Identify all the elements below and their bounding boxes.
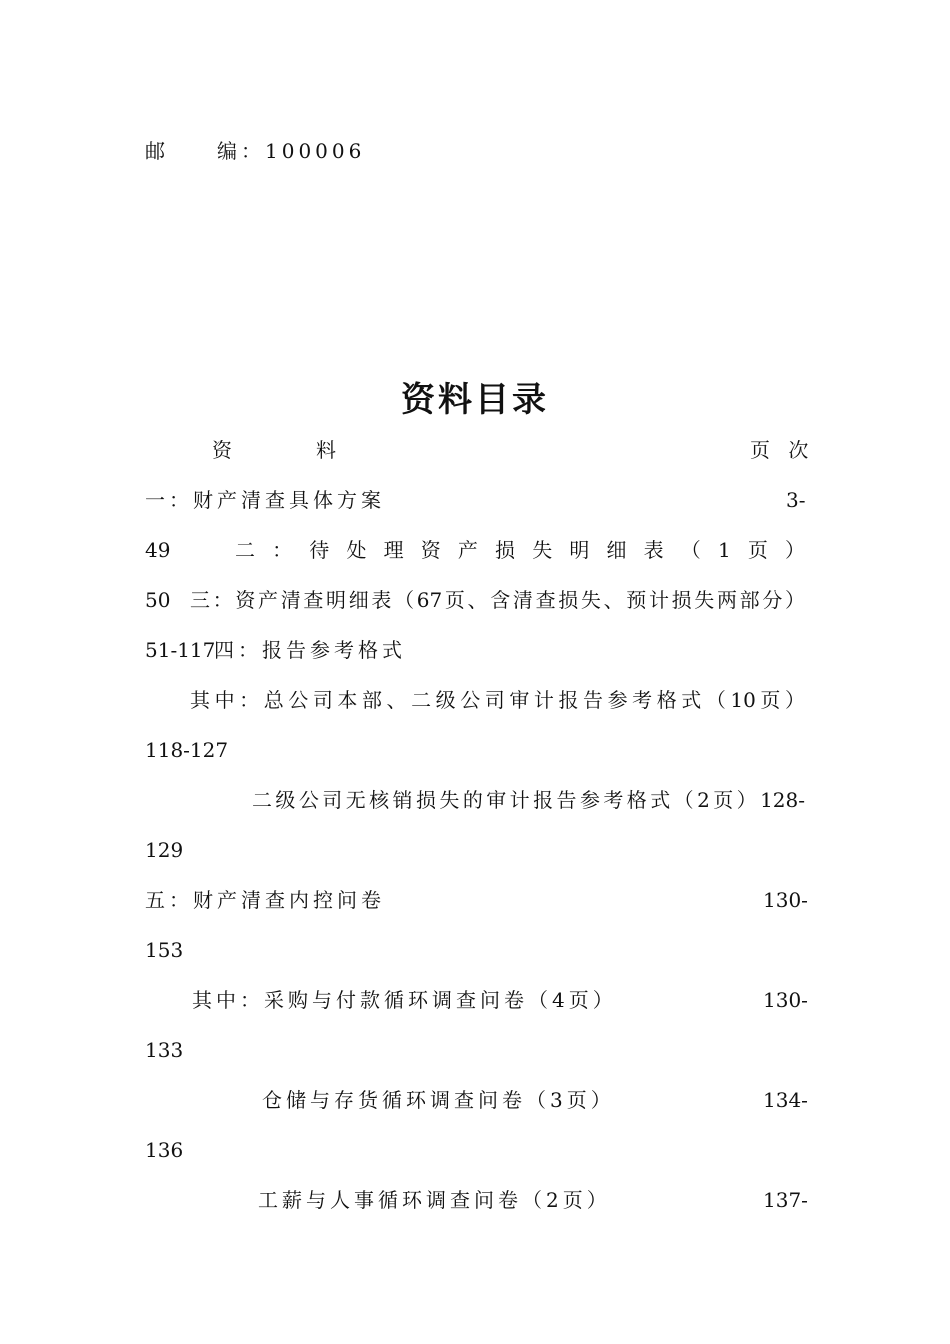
toc-entry-9: 五：财产清查内控问卷: [145, 888, 385, 912]
toc-entry-4: 四：报告参考格式: [214, 638, 406, 662]
column-head-page: 页 次: [750, 438, 815, 462]
toc-entry-15: 工薪与人事循环调查问卷（2页）: [258, 1188, 611, 1212]
toc-entry-13-page: 134-: [763, 1088, 808, 1112]
toc-page-number: 133: [145, 1038, 184, 1062]
toc-page-number: 153: [145, 938, 184, 962]
toc-entry-15-page: 137-: [763, 1188, 808, 1212]
toc-page-number: 49: [145, 538, 171, 562]
toc-entry-3: 三：资产清查明细表（67页、含清查损失、预计损失两部分）: [190, 588, 805, 612]
toc-entry-7: 二级公司无核销损失的审计报告参考格式（2页）128-: [252, 788, 805, 812]
toc-entry-1: 一：财产清查具体方案: [145, 488, 385, 512]
toc-entry-2: 二：待处理资产损失明细表（1页）: [235, 538, 805, 562]
page-title: 资料目录: [401, 380, 549, 420]
toc-page-number: 50: [145, 588, 171, 612]
toc-entry-1-page: 3-: [786, 488, 806, 512]
toc-entry-11-page: 130-: [763, 988, 808, 1012]
postal-code-line: [145, 139, 365, 163]
postal-code: 100006: [265, 139, 366, 163]
toc-entry-11: 其中：采购与付款循环调查问卷（4页）: [192, 988, 617, 1012]
toc-page-number: 136: [145, 1138, 184, 1162]
toc-page-number: 51-117: [145, 638, 216, 662]
toc-page-number: 129: [145, 838, 184, 862]
toc-entry-5: 其中：总公司本部、二级公司审计报告参考格式（10页）: [190, 688, 805, 712]
column-head-material: 资 料: [212, 438, 342, 462]
toc-page-number: 118-127: [145, 738, 229, 762]
postal-label: 邮 编：: [145, 139, 265, 163]
toc-entry-13: 仓储与存货循环调查问卷（3页）: [262, 1088, 615, 1112]
toc-entry-9-page: 130-: [763, 888, 808, 912]
